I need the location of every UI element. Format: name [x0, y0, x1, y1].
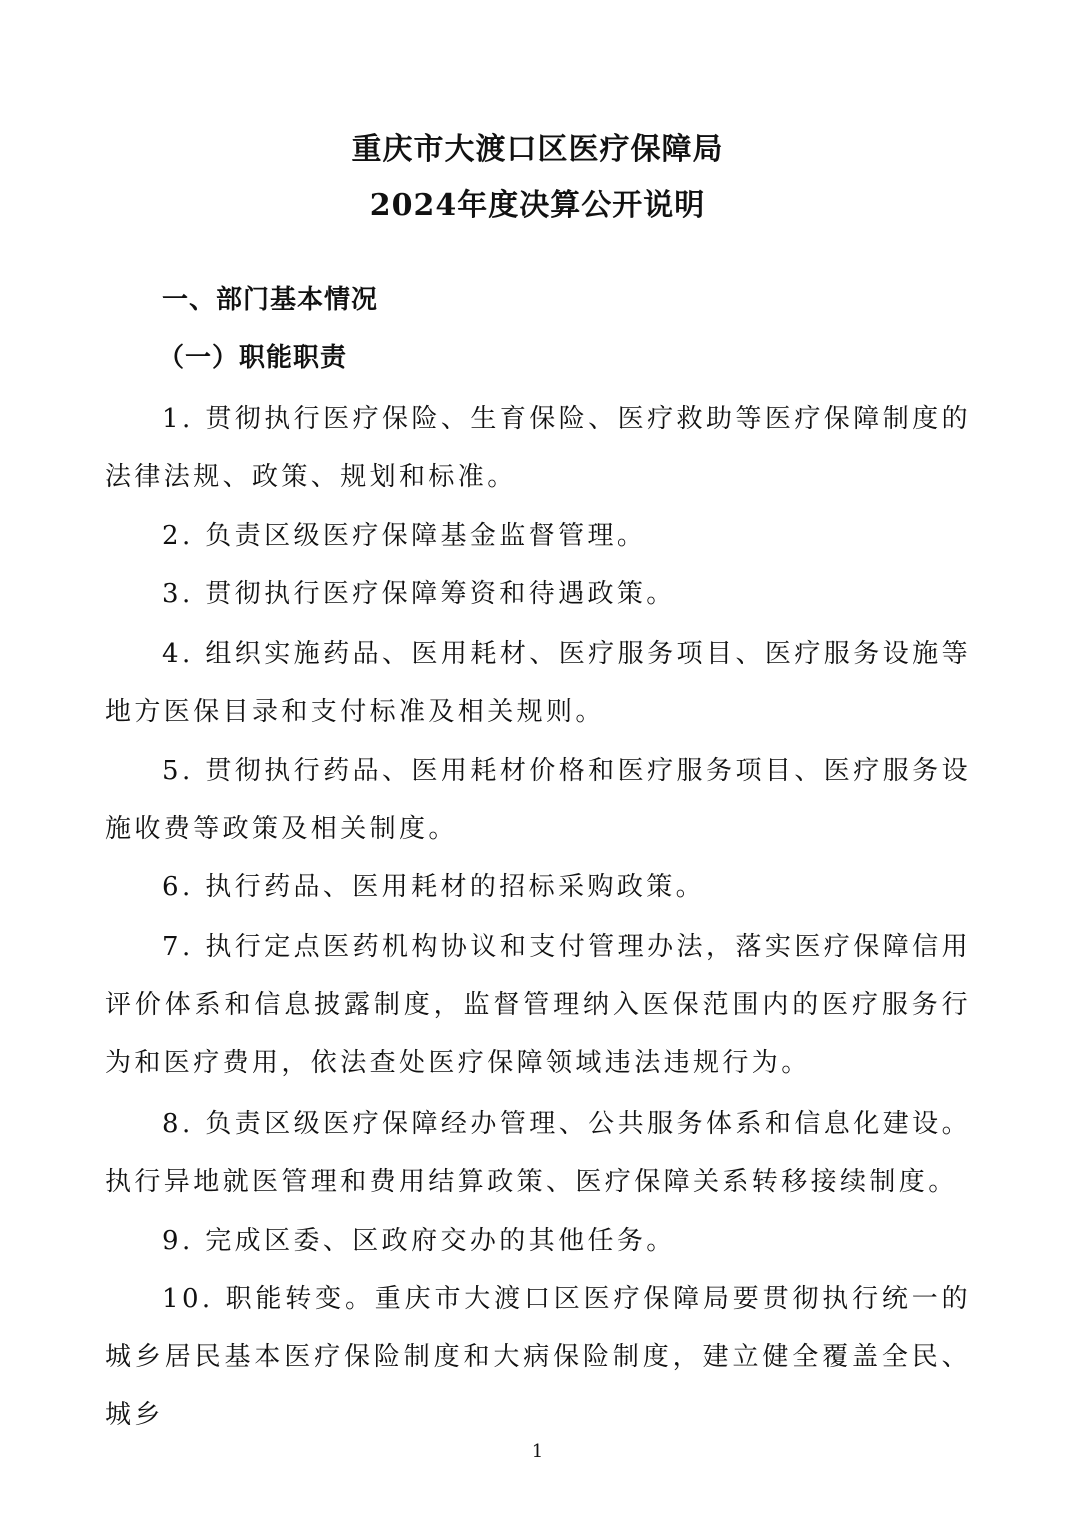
paragraph-item-8: 8. 负责区级医疗保障经办管理、公共服务体系和信息化建设。执行异地就医管理和费用结算政策、医疗保障关系转移接续制度。	[105, 1109, 971, 1197]
page-number: 1	[531, 1441, 544, 1462]
paragraph-item-9: 9. 完成区委、区政府交办的其他任务。	[162, 1226, 676, 1256]
paragraph-item-4: 4. 组织实施药品、医用耗材、医疗服务项目、医疗服务设施等地方医保目录和支付标准及相关规则。	[105, 639, 971, 727]
paragraph-item-3: 3. 贯彻执行医疗保障筹资和待遇政策。	[162, 579, 676, 609]
paragraph-item-2: 2. 负责区级医疗保障基金监督管理。	[162, 521, 647, 551]
document-title-line-2: 2024年度决算公开说明	[369, 188, 706, 223]
paragraph-item-7: 7. 执行定点医药机构协议和支付管理办法，落实医疗保障信用评价体系和信息披露制度，监督管理纳入医保范围内的医疗服务行为和医疗费用，依法查处医疗保障领域违法违规行为。	[105, 932, 971, 1078]
subsection-heading: （一）职能职责	[158, 343, 348, 373]
paragraph-item-1: 1. 贯彻执行医疗保险、生育保险、医疗救助等医疗保障制度的法律法规、政策、规划和标准。	[105, 404, 971, 492]
section-heading: 一、部门基本情况	[162, 285, 379, 315]
paragraph-item-10: 10. 职能转变。重庆市大渡口区医疗保障局要贯彻执行统一的城乡居民基本医疗保险制度和大病保险制度，建立健全覆盖全民、城乡	[105, 1284, 971, 1430]
paragraph-item-5: 5. 贯彻执行药品、医用耗材价格和医疗服务项目、医疗服务设施收费等政策及相关制度。	[105, 756, 971, 844]
document-title-line-1: 重庆市大渡口区医疗保障局	[351, 132, 724, 167]
paragraph-item-6: 6. 执行药品、医用耗材的招标采购政策。	[162, 872, 706, 902]
